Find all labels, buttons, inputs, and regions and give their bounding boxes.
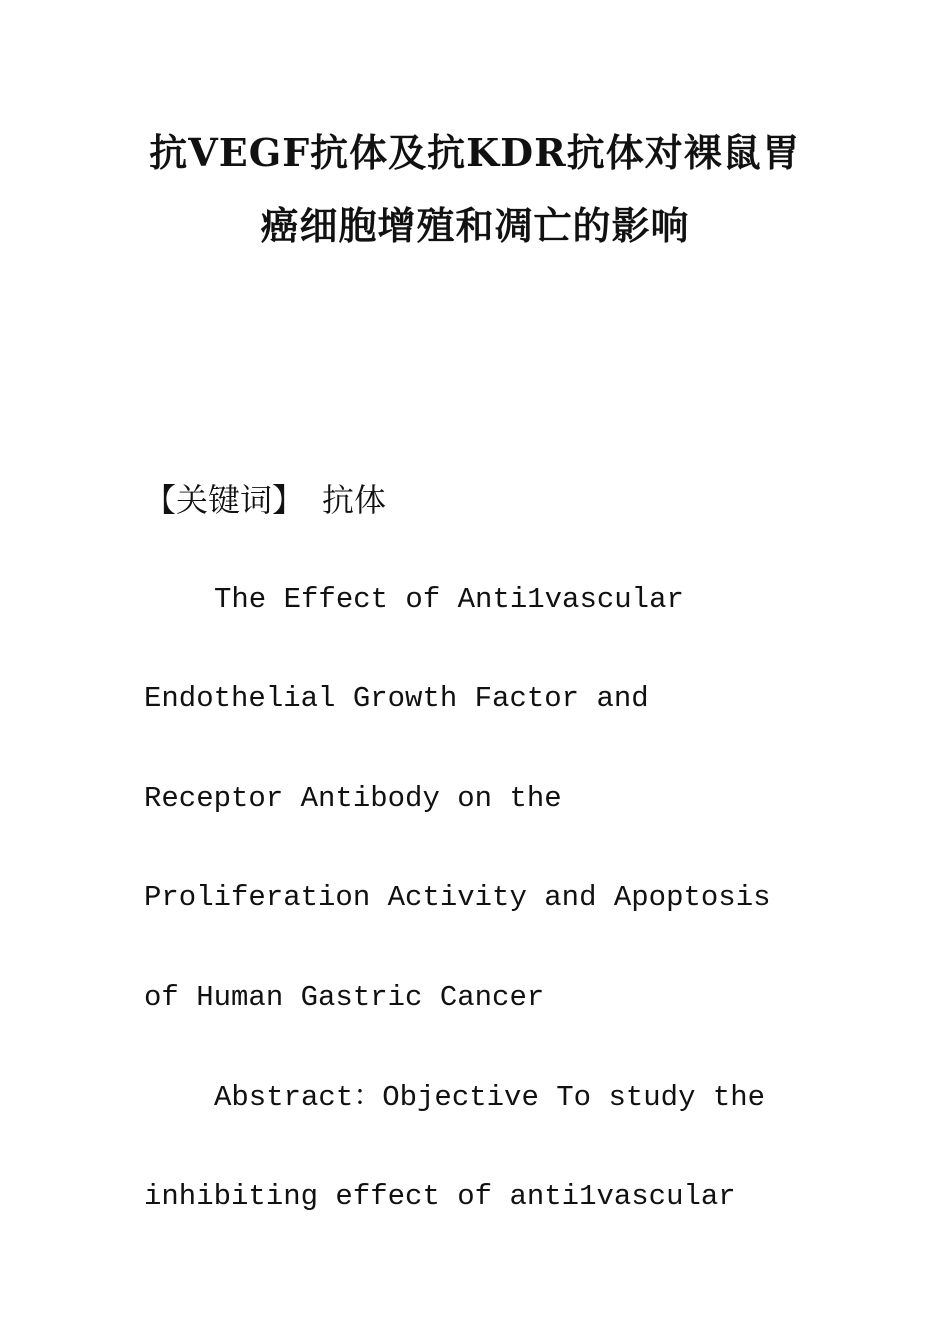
english-title-line-5: of Human Gastric Cancer [144, 981, 545, 1014]
keywords-label: 【关键词】 [144, 481, 305, 519]
abstract-line-2: inhibiting effect of anti1vascular [144, 1180, 736, 1213]
keywords-row [144, 478, 386, 522]
english-title-line-1: The Effect of Anti1vascular [214, 583, 684, 616]
document-title-line-1: 抗VEGF抗体及抗KDR抗体对裸鼠胃 [149, 130, 801, 175]
keywords-value: 抗体 [322, 481, 387, 519]
document-title-line-2: 癌细胞增殖和凋亡的影响 [260, 203, 690, 248]
english-title-line-4: Proliferation Activity and Apoptosis [144, 881, 771, 914]
english-title-line-3: Receptor Antibody on the [144, 782, 562, 815]
english-title-line-2: Endothelial Growth Factor and [144, 682, 649, 715]
abstract-line-1: Abstract：Objective To study the [214, 1081, 766, 1114]
